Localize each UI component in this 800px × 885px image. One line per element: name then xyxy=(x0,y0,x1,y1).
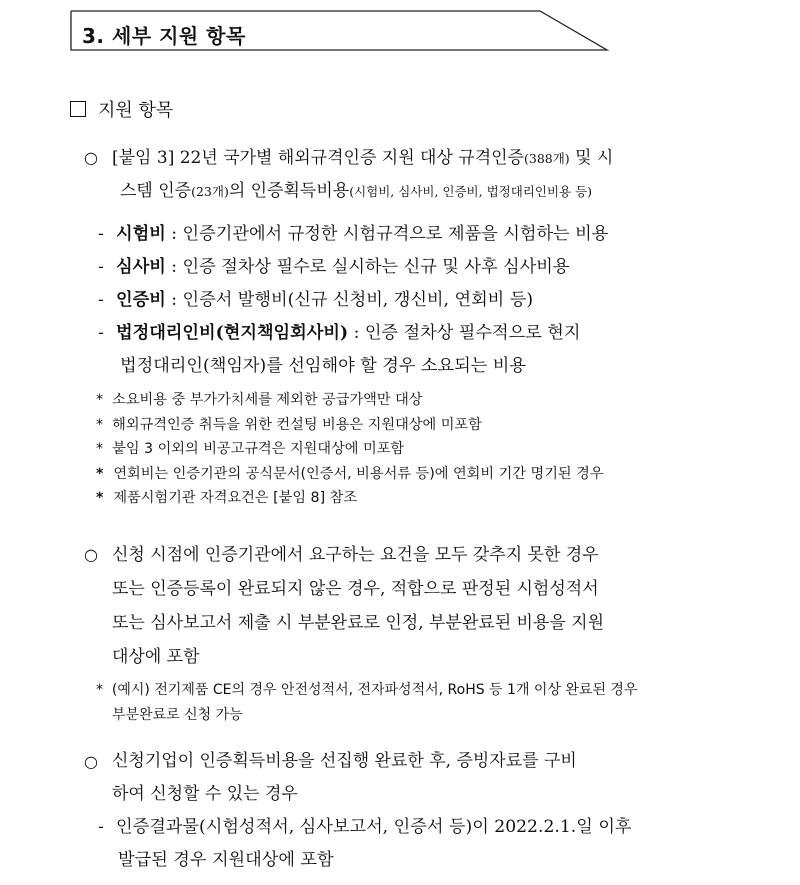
note-item: * 붙임 3 이외의 비공고규격은 지원대상에 미포함 xyxy=(96,441,405,458)
section-header xyxy=(70,10,610,52)
note-item: * 소요비용 중 부가가치세를 제외한 공급가액만 대상 xyxy=(96,392,423,408)
circle-bullet-icon: ○ xyxy=(84,545,98,564)
note-item: * 제품시험기관 자격요건은 [붙임 8] 참조 xyxy=(96,490,358,507)
support-items-heading xyxy=(70,96,173,122)
example-note: * (예시) 전기제품 CE의 경우 안전성적서, 전자파성적서, RoHS 등 1개 이상 완료된 경우 부분완료로 신청 가능 xyxy=(96,682,638,723)
section-title: 3. 세부 지원 항목 xyxy=(82,24,246,48)
note-item: * 연회비는 인증기관의 공식문서(인증서, 비용서류 등)에 연회비 기간 명기된 경우 xyxy=(96,465,604,482)
circle-bullet-icon: ○ xyxy=(84,752,98,771)
item3-paragraph: 신청기업이 인증획득비용을 선집행 완료한 후, 증빙자료를 구비 하여 신청할 수 있는 경우 xyxy=(112,751,577,804)
circle-bullet-icon: ○ xyxy=(84,148,98,167)
item1-line1: [붙임 3] 22년 국가별 해외규격인증 지원 대상 규격인증(388개) 및 시 xyxy=(112,148,614,168)
item3-subitem: - 인증결과물(시험성적서, 심사보고서, 인증서 등)이 2022.2.1.일 이후 발급된 경우 지원대상에 포함 xyxy=(98,817,632,870)
item2-paragraph: 신청 시점에 인증기관에서 요구하는 요건을 모두 갖추지 못한 경우 또는 인증등록이 완료되지 않은 경우, 적합으로 판정된 시험성적서 또는 심사보고서 제출 시 부분완료로 인정, 부분완료된 비용을 지원 대상에 포함 xyxy=(112,545,605,667)
item1-line2: 스템 인증(23개)의 인증획득비용(시험비, 심사비, 인증비, 법정대리인비용 등) xyxy=(120,181,593,201)
note-item: * 해외규격인증 취득을 위한 컨설팅 비용은 지원대상에 미포함 xyxy=(96,416,482,433)
item1-paragraph xyxy=(112,142,732,208)
cost-item-legal-agent: - 법정대리인비(현지책임회사비) : 인증 절차상 필수적으로 현지 법정대리인(책임자)를 선임해야 할 경우 소요되는 비용 xyxy=(98,323,581,376)
cost-item-test: - 시험비 : 인증기관에서 규정한 시험규격으로 제품을 시험하는 비용 xyxy=(98,224,609,244)
square-icon xyxy=(70,101,86,117)
heading-label: 지원 항목 xyxy=(98,100,174,121)
cost-item-audit: - 심사비 : 인증 절차상 필수로 실시하는 신규 및 사후 심사비용 xyxy=(98,257,570,277)
notes-list xyxy=(96,388,604,511)
cost-item-certification: - 인증비 : 인증서 발행비(신규 신청비, 갱신비, 연회비 등) xyxy=(98,290,534,310)
